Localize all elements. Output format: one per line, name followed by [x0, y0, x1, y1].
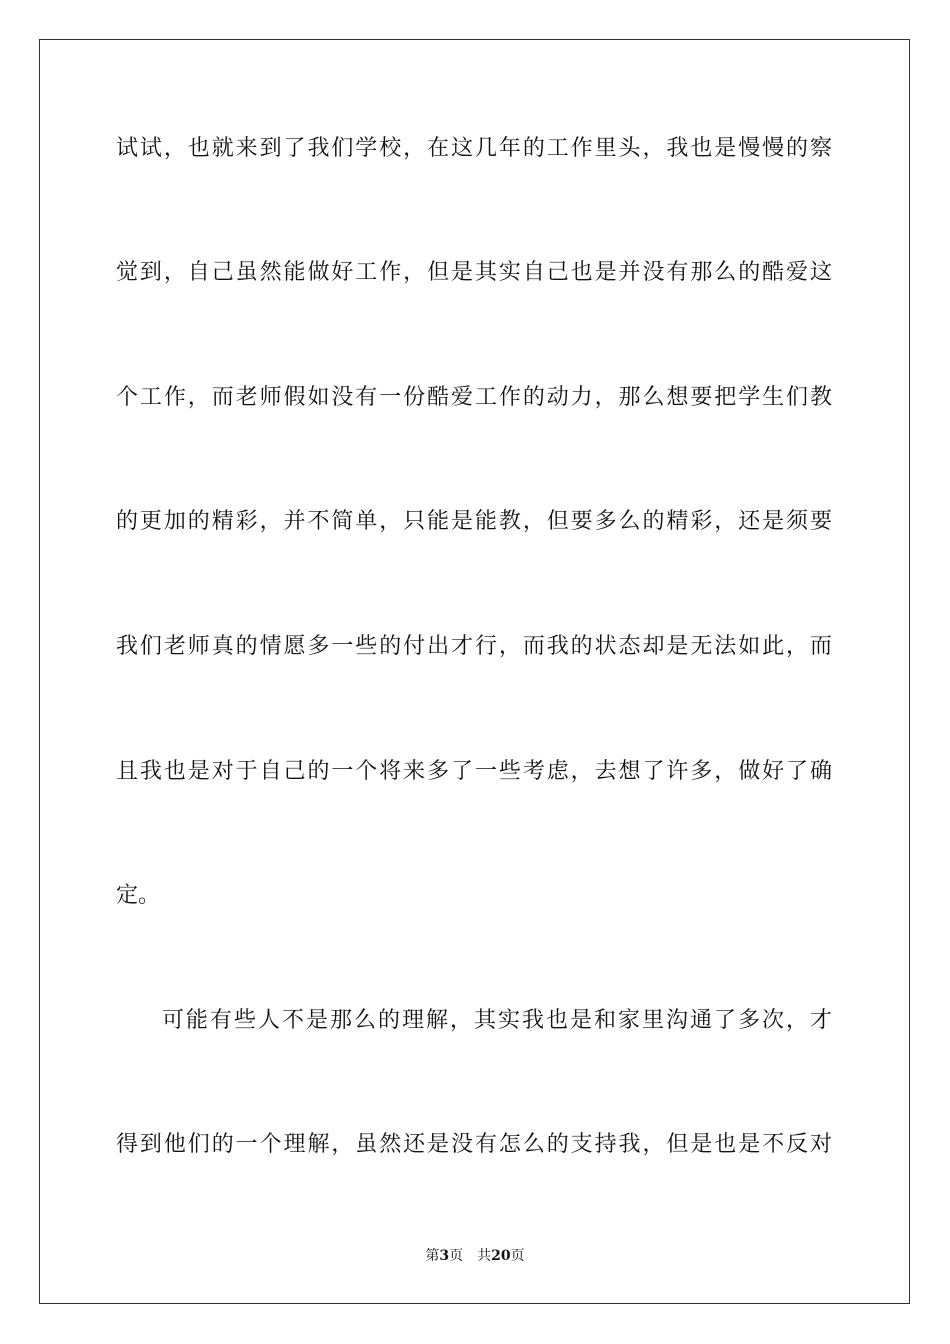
- total-prefix: 共: [477, 1248, 492, 1264]
- text-line-2: 觉到，自己虽然能做好工作，但是其实自己也是并没有那么的酷爱这: [116, 260, 832, 285]
- text-line-8: 可能有些人不是那么的理解，其实我也是和家里沟通了多次，才: [162, 1008, 832, 1033]
- page-suffix: 页: [449, 1248, 464, 1264]
- page-footer: [0, 1246, 950, 1266]
- text-line-3: 个工作，而老师假如没有一份酷爱工作的动力，那么想要把学生们教: [116, 385, 832, 410]
- page-prefix: 第: [425, 1248, 440, 1264]
- text-line-4: 的更加的精彩，并不简单，只能是能教，但要多么的精彩，还是须要: [116, 509, 832, 534]
- page-number: 3: [439, 1248, 450, 1264]
- text-line-5: 我们老师真的情愿多一些的付出才行，而我的状态却是无法如此，而: [116, 634, 832, 659]
- text-line-1: 试试，也就来到了我们学校，在这几年的工作里头，我也是慢慢的察: [116, 136, 832, 161]
- total-suffix: 页: [510, 1248, 525, 1264]
- total-pages: 20: [491, 1248, 511, 1264]
- text-line-6: 且我也是对于自己的一个将来多了一些考虑，去想了许多，做好了确: [116, 759, 832, 784]
- text-line-7: 定。: [116, 883, 161, 908]
- text-line-9: 得到他们的一个理解，虽然还是没有怎么的支持我，但是也是不反对: [116, 1132, 832, 1157]
- page-border: [39, 39, 910, 1304]
